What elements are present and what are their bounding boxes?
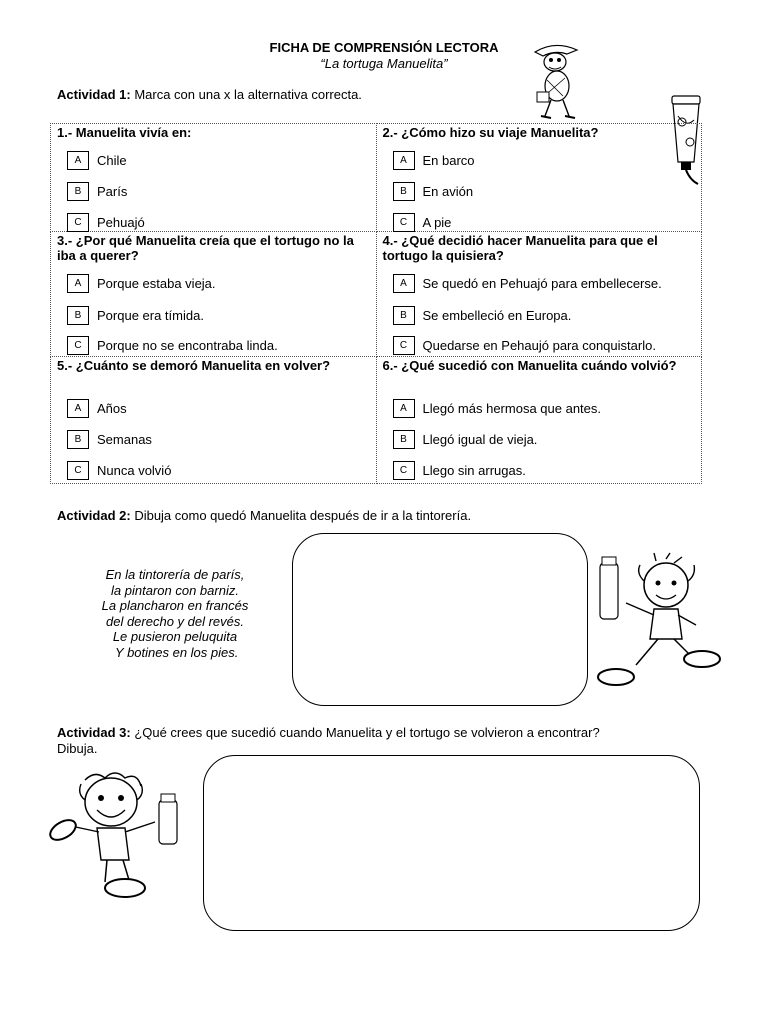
- option-row[interactable]: [67, 151, 127, 169]
- answer-checkbox[interactable]: B: [393, 430, 415, 449]
- poem-line: Le pusieron peluquita: [112, 629, 238, 644]
- answer-checkbox[interactable]: C: [393, 461, 415, 480]
- option-text: Años: [97, 401, 127, 416]
- option-text: En barco: [422, 153, 475, 168]
- option-text: Llegó más hermosa que antes.: [422, 401, 601, 416]
- option-row[interactable]: [393, 399, 602, 417]
- activity3-heading: [57, 725, 600, 757]
- option-text: Pehuajó: [97, 215, 145, 230]
- option-row[interactable]: [393, 336, 656, 354]
- answer-checkbox[interactable]: A: [67, 151, 89, 170]
- activity2-instruction: Dibuja como quedó Manuelita después de ir a la tintorería.: [134, 508, 472, 523]
- option-text: Chile: [97, 153, 127, 168]
- poem-line: En la tintorería de parís,: [105, 567, 245, 582]
- activity3-instruction: ¿Qué crees que sucedió cuando Manuelita y el tortugo se volvieron a encontrar?: [134, 725, 600, 740]
- option-row[interactable]: [67, 336, 278, 354]
- answer-checkbox[interactable]: A: [393, 274, 415, 293]
- option-row[interactable]: [393, 430, 538, 448]
- answer-checkbox[interactable]: B: [67, 306, 89, 325]
- question-title: 6.- ¿Qué sucedió con Manuelita cuándo volvió?: [382, 358, 677, 373]
- option-text: A pie: [422, 215, 452, 230]
- answer-checkbox[interactable]: C: [393, 336, 415, 355]
- answer-checkbox[interactable]: A: [393, 151, 415, 170]
- option-row[interactable]: [393, 151, 475, 169]
- answer-checkbox[interactable]: C: [67, 336, 89, 355]
- quiz-table: [50, 123, 702, 484]
- option-row[interactable]: [67, 213, 145, 231]
- option-row[interactable]: [67, 430, 152, 448]
- boy-with-paint-illustration: [45, 770, 190, 905]
- answer-checkbox[interactable]: B: [393, 306, 415, 325]
- question-title: 3.- ¿Por qué Manuelita creía que el tortugo no la iba a querer?: [57, 233, 354, 263]
- option-row[interactable]: [67, 461, 171, 479]
- poem-line: la pintaron con barniz.: [111, 582, 239, 598]
- option-text: Semanas: [97, 432, 152, 447]
- option-text: Quedarse en Pehaujó para conquistarlo.: [422, 338, 656, 353]
- activity3-instruction-line2: Dibuja.: [57, 741, 98, 756]
- question-title: 2.- ¿Cómo hizo su viaje Manuelita?: [382, 125, 599, 140]
- option-row[interactable]: [393, 274, 662, 292]
- poem-line: La plancharon en francés: [101, 598, 249, 613]
- activity3-label: Actividad 3:: [57, 725, 131, 740]
- option-text: Nunca volvió: [97, 463, 172, 478]
- option-text: Porque era tímida.: [97, 308, 204, 323]
- answer-checkbox[interactable]: B: [67, 182, 89, 201]
- answer-checkbox[interactable]: A: [393, 399, 415, 418]
- answer-checkbox[interactable]: C: [67, 461, 89, 480]
- question-cell-3: [51, 232, 377, 357]
- activity2-label: Actividad 2:: [57, 508, 131, 523]
- question-title: 1.- Manuelita vivía en:: [57, 125, 192, 140]
- option-row[interactable]: [67, 182, 127, 200]
- option-text: Porque no se encontraba linda.: [97, 338, 278, 353]
- question-cell-6: [376, 357, 702, 484]
- option-text: Se embelleció en Europa.: [422, 308, 572, 323]
- option-text: Llegó igual de vieja.: [422, 432, 538, 447]
- option-row[interactable]: [67, 274, 216, 292]
- option-row[interactable]: [393, 213, 452, 231]
- option-row[interactable]: [67, 306, 204, 324]
- question-title: 4.- ¿Qué decidió hacer Manuelita para que el tortugo la quisiera?: [382, 233, 658, 263]
- option-row[interactable]: [393, 461, 526, 479]
- option-text: París: [97, 184, 128, 199]
- question-cell-4: [376, 232, 702, 357]
- page-title: FICHA DE COMPRENSIÓN LECTORA: [269, 40, 499, 55]
- answer-checkbox[interactable]: B: [67, 430, 89, 449]
- poem-line: del derecho y del revés.: [105, 613, 245, 629]
- option-row[interactable]: [393, 182, 474, 200]
- answer-checkbox[interactable]: B: [393, 182, 415, 201]
- option-row[interactable]: [67, 399, 127, 417]
- option-text: Porque estaba vieja.: [97, 276, 216, 291]
- drawing-area-activity2[interactable]: [292, 533, 588, 706]
- activity1-heading: [57, 87, 362, 102]
- girl-with-paint-illustration: [596, 553, 726, 693]
- question-title: 5.- ¿Cuánto se demoró Manuelita en volver?: [57, 358, 331, 373]
- turtle-illustration: [527, 40, 583, 120]
- option-text: Llego sin arrugas.: [422, 463, 526, 478]
- answer-checkbox[interactable]: A: [67, 274, 89, 293]
- option-text: En avión: [422, 184, 474, 199]
- page-subtitle: “La tortuga Manuelita”: [320, 56, 448, 71]
- poem-line: Y botines en los pies.: [111, 644, 239, 660]
- answer-checkbox[interactable]: C: [67, 213, 89, 232]
- question-cell-2: [376, 124, 702, 232]
- option-row[interactable]: [393, 306, 572, 324]
- activity1-label: Actividad 1:: [57, 87, 131, 102]
- drawing-area-activity3[interactable]: [203, 755, 700, 931]
- poem: [60, 567, 290, 660]
- question-cell-1: [51, 124, 377, 232]
- activity2-heading: [57, 508, 471, 523]
- answer-checkbox[interactable]: C: [393, 213, 415, 232]
- option-text: Se quedó en Pehuajó para embellecerse.: [422, 276, 662, 291]
- question-cell-5: [51, 357, 377, 484]
- answer-checkbox[interactable]: A: [67, 399, 89, 418]
- activity1-instruction: Marca con una x la alternativa correcta.: [134, 87, 362, 102]
